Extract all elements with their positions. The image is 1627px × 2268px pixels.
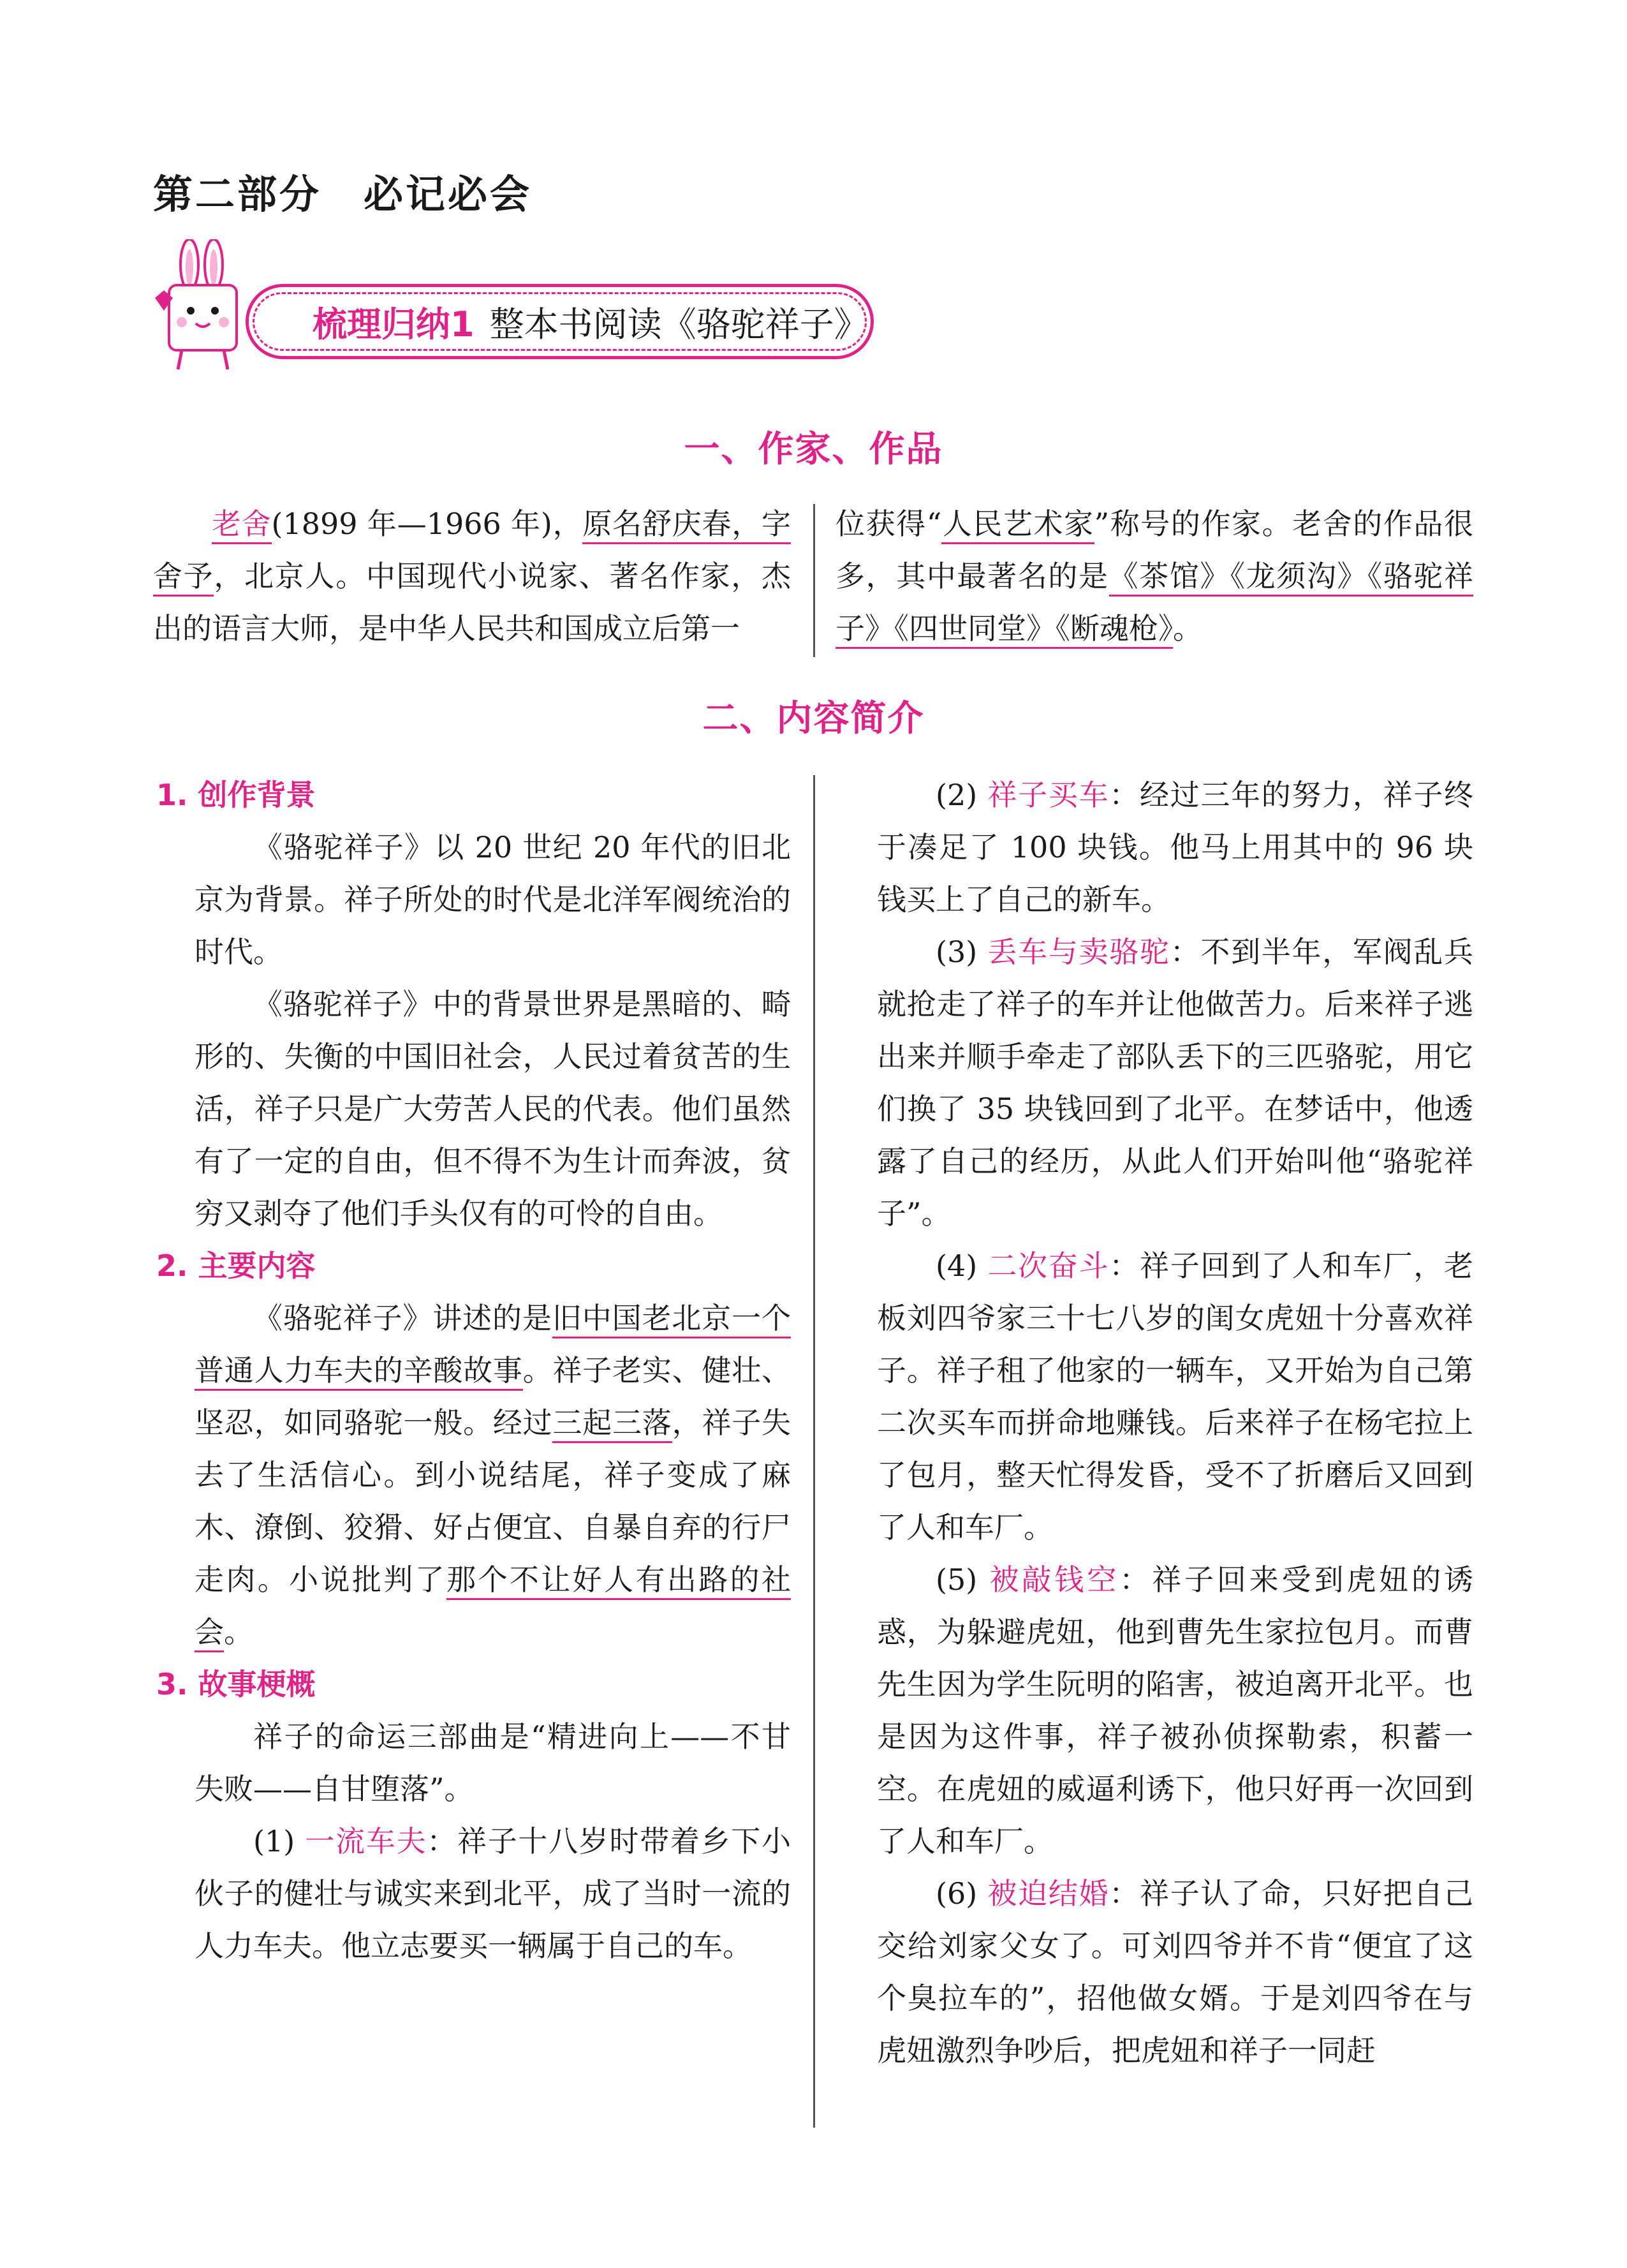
banner-label: 梳理归纳1	[313, 304, 475, 345]
story-item-title: 祥子买车	[987, 778, 1110, 812]
story-item	[877, 1553, 1473, 1867]
story-item	[877, 1240, 1473, 1553]
story-item-title: 一流车夫	[305, 1824, 427, 1858]
subheading-main-content: 2. 主要内容	[156, 1249, 316, 1283]
author-left-column	[153, 498, 791, 655]
story-item	[877, 1867, 1473, 2077]
story-item-text: ：祥子回来受到虎妞的诱惑，为躲避虎妞，他到曹先生家拉包月。而曹先生因为学生阮明的陷害，被迫离开北平。也是因为这件事，祥子被孙侦探勒索，积蓄一空。在虎妞的威逼利诱下，他只好再一次回到了人和车厂。	[877, 1562, 1474, 1858]
mc-underlined-rises-falls: 三起三落	[552, 1405, 672, 1443]
subheading-story-outline: 3. 故事梗概	[156, 1667, 316, 1701]
story-item-text: ：祥子十八岁时带着乡下小伙子的健壮与诚实来到北平，成了当时一流的人力车夫。他立志要买一辆属于自己的车。	[195, 1824, 791, 1963]
background-paragraph-2: 《骆驼祥子》中的背景世界是黑暗的、畸形的、失衡的中国旧社会，人民过着贫苦的生活，祥子只是广大劳苦人民的代表。他们虽然有了一定的自由，但不得不为生计而奔波，贫穷又剥夺了他们手头仅有的可怜的自由。	[195, 987, 791, 1231]
story-intro: 祥子的命运三部曲是“精进向上——不甘失败——自甘堕落”。	[195, 1719, 791, 1806]
works-end: 。	[1173, 611, 1202, 646]
mc-underlined-society: 那个不让好人有出路的社会	[195, 1562, 791, 1652]
section-heading-content: 二、内容简介	[702, 698, 925, 739]
content-right-column	[877, 769, 1473, 2077]
story-item-title: 被迫结婚	[987, 1876, 1110, 1911]
mc-part-1: 《骆驼祥子》讲述的是	[253, 1301, 552, 1335]
story-item-text: ：经过三年的努力，祥子终于凑足了 100 块钱。他马上用其中的 96 块钱买上了自己的新车。	[877, 778, 1474, 917]
story-item-number: (3)	[936, 935, 988, 969]
part-title: 第二部分 必记必会	[153, 171, 533, 218]
mc-underlined-story: 旧中国老北京一个普通人力车夫的辛酸故事	[195, 1301, 791, 1391]
story-item	[877, 926, 1473, 1240]
story-item-number: (4)	[936, 1249, 988, 1283]
main-content-paragraph	[195, 1292, 791, 1658]
author-paragraph-continued	[836, 498, 1473, 655]
subheading-background: 1. 创作背景	[156, 778, 316, 812]
content-left-column	[156, 769, 791, 1972]
bunny-mascot-icon	[150, 239, 258, 373]
story-item	[877, 769, 1473, 926]
story-item-number: (6)	[936, 1876, 988, 1911]
story-item-text: ：祥子认了命，只好把自己交给刘家父女了。可刘四爷并不肯“便宜了这个臭拉车的”，招他做女婿。于是刘四爷在与虎妞激烈争吵后，把虎妞和祥子一同赶	[877, 1876, 1474, 2068]
story-item-title: 被敲钱空	[989, 1562, 1120, 1597]
story-item-number: (1)	[253, 1824, 306, 1858]
column-divider-main	[813, 775, 815, 2128]
story-item-text: ：不到半年，军阀乱兵就抢走了祥子的车并让他做苦力。后来祥子逃出来并顺手牵走了部队丢下的三匹骆驼，用它们换了 35 块钱回到了北平。在梦话中，他透露了自己的经历，从此人们开始叫他“骆驼祥子”。	[877, 935, 1474, 1231]
story-item	[195, 1815, 791, 1972]
background-paragraph-1: 《骆驼祥子》以 20 世纪 20 年代的旧北京为背景。祥子所处的时代是北洋军阀统治的时代。	[195, 830, 791, 969]
banner-text: 整本书阅读《骆驼祥子》	[489, 304, 869, 345]
mc-part-7: 。	[224, 1615, 253, 1649]
story-item-number: (2)	[936, 778, 988, 812]
story-item-title: 二次奋斗	[987, 1249, 1110, 1283]
banner-pill	[246, 284, 874, 359]
column-divider-top	[813, 504, 815, 657]
author-description: ，北京人。中国现代小说家、著名作家，杰出的语言大师，是中华人民共和国成立后第一	[153, 559, 791, 646]
story-item-title: 丢车与卖骆驼	[987, 935, 1170, 969]
story-item-text: ：祥子回到了人和车厂，老板刘四爷家三十七八岁的闺女虎妞十分喜欢祥子。祥子租了他家的一辆车，又开始为自己第二次买车而拼命地赚钱。后来祥子在杨宅拉上了包月，整天忙得发昏，受不了折磨后又回到了人和车厂。	[877, 1249, 1474, 1545]
author-paragraph	[153, 498, 791, 655]
section-banner	[150, 239, 890, 373]
author-name: 老舍	[212, 507, 272, 544]
author-years: (1899 年—1966 年)，	[271, 507, 583, 541]
mc-part-3: 。祥子老实、健壮、坚忍，如同骆驼一般。经过	[195, 1353, 791, 1440]
title-prefix: 位获得“	[836, 507, 942, 541]
author-right-column	[836, 498, 1473, 655]
section-heading-author: 一、作家、作品	[684, 429, 943, 470]
works-list: 《茶馆》《龙须沟》《骆驼祥子》《四世同堂》《断魂枪》	[836, 559, 1473, 649]
mc-part-5: ，祥子失去了生活信心。到小说结尾，祥子变成了麻木、潦倒、狡猾、好占便宜、自暴自弃的行尸走肉。小说批判了	[195, 1405, 791, 1597]
author-original-name: 原名舒庆春，字舍予	[153, 507, 791, 597]
story-item-number: (5)	[936, 1562, 990, 1597]
honor-title: 人民艺术家	[941, 507, 1094, 544]
works-intro: ”称号的作家。老舍的作品很多，其中最著名的是	[836, 507, 1473, 593]
